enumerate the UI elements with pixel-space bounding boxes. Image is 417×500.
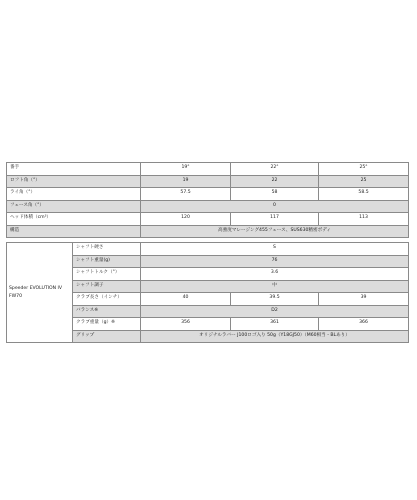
cell-value: 356 xyxy=(141,318,231,331)
row-label: バランス※ xyxy=(73,305,141,318)
row-label: グリップ xyxy=(73,330,141,343)
cell-value: 117 xyxy=(231,213,319,226)
table-row xyxy=(7,188,409,201)
cell-value: 25° xyxy=(319,163,409,176)
cell-value: 39 xyxy=(319,293,409,306)
row-label: 番手 xyxy=(7,163,141,176)
row-label: ライ角（°） xyxy=(7,188,141,201)
cell-value: 40 xyxy=(141,293,231,306)
cell-value: 中 xyxy=(141,280,409,293)
row-label: ヘッド体積（cm³） xyxy=(7,213,141,226)
cell-value: 57.5 xyxy=(141,188,231,201)
cell-value: 0 xyxy=(141,200,409,213)
row-label: 構造 xyxy=(7,225,141,238)
cell-value: 22 xyxy=(231,175,319,188)
row-label: シャフトトルク（°） xyxy=(73,268,141,281)
row-label: シャフト重量(g) xyxy=(73,255,141,268)
table-row xyxy=(7,175,409,188)
cell-value: 361 xyxy=(231,318,319,331)
row-label: シャフト硬さ xyxy=(73,243,141,256)
cell-value: 39.5 xyxy=(231,293,319,306)
cell-value: 366 xyxy=(319,318,409,331)
cell-value: 高強度マレージング455フェース、SUS630精密ボディ xyxy=(141,225,409,238)
spec-table xyxy=(6,162,409,343)
shaft-model-name: Speeder EVOLUTION IV FW70 xyxy=(7,243,73,343)
cell-value: 58 xyxy=(231,188,319,201)
table-row xyxy=(7,213,409,226)
row-label: シャフト調子 xyxy=(73,280,141,293)
cell-value: 19° xyxy=(141,163,231,176)
cell-value: オリジナルラバー J100ロゴ入り 50g（Y18GJ50）（M60相当・BLあり） xyxy=(141,330,409,343)
table-row xyxy=(7,200,409,213)
row-label: ロフト角（°） xyxy=(7,175,141,188)
table-row xyxy=(7,163,409,176)
cell-value: 120 xyxy=(141,213,231,226)
cell-value: 113 xyxy=(319,213,409,226)
row-label: フェース角（°） xyxy=(7,200,141,213)
cell-value: 58.5 xyxy=(319,188,409,201)
cell-value: S xyxy=(141,243,409,256)
cell-value: 3.6 xyxy=(141,268,409,281)
cell-value: 19 xyxy=(141,175,231,188)
cell-value: 25 xyxy=(319,175,409,188)
table-row xyxy=(7,225,409,238)
cell-value: 76 xyxy=(141,255,409,268)
row-label: クラブ重量（g）※ xyxy=(73,318,141,331)
table-row xyxy=(7,243,409,256)
cell-value: 22° xyxy=(231,163,319,176)
row-label: クラブ長さ（インチ） xyxy=(73,293,141,306)
cell-value: D2 xyxy=(141,305,409,318)
